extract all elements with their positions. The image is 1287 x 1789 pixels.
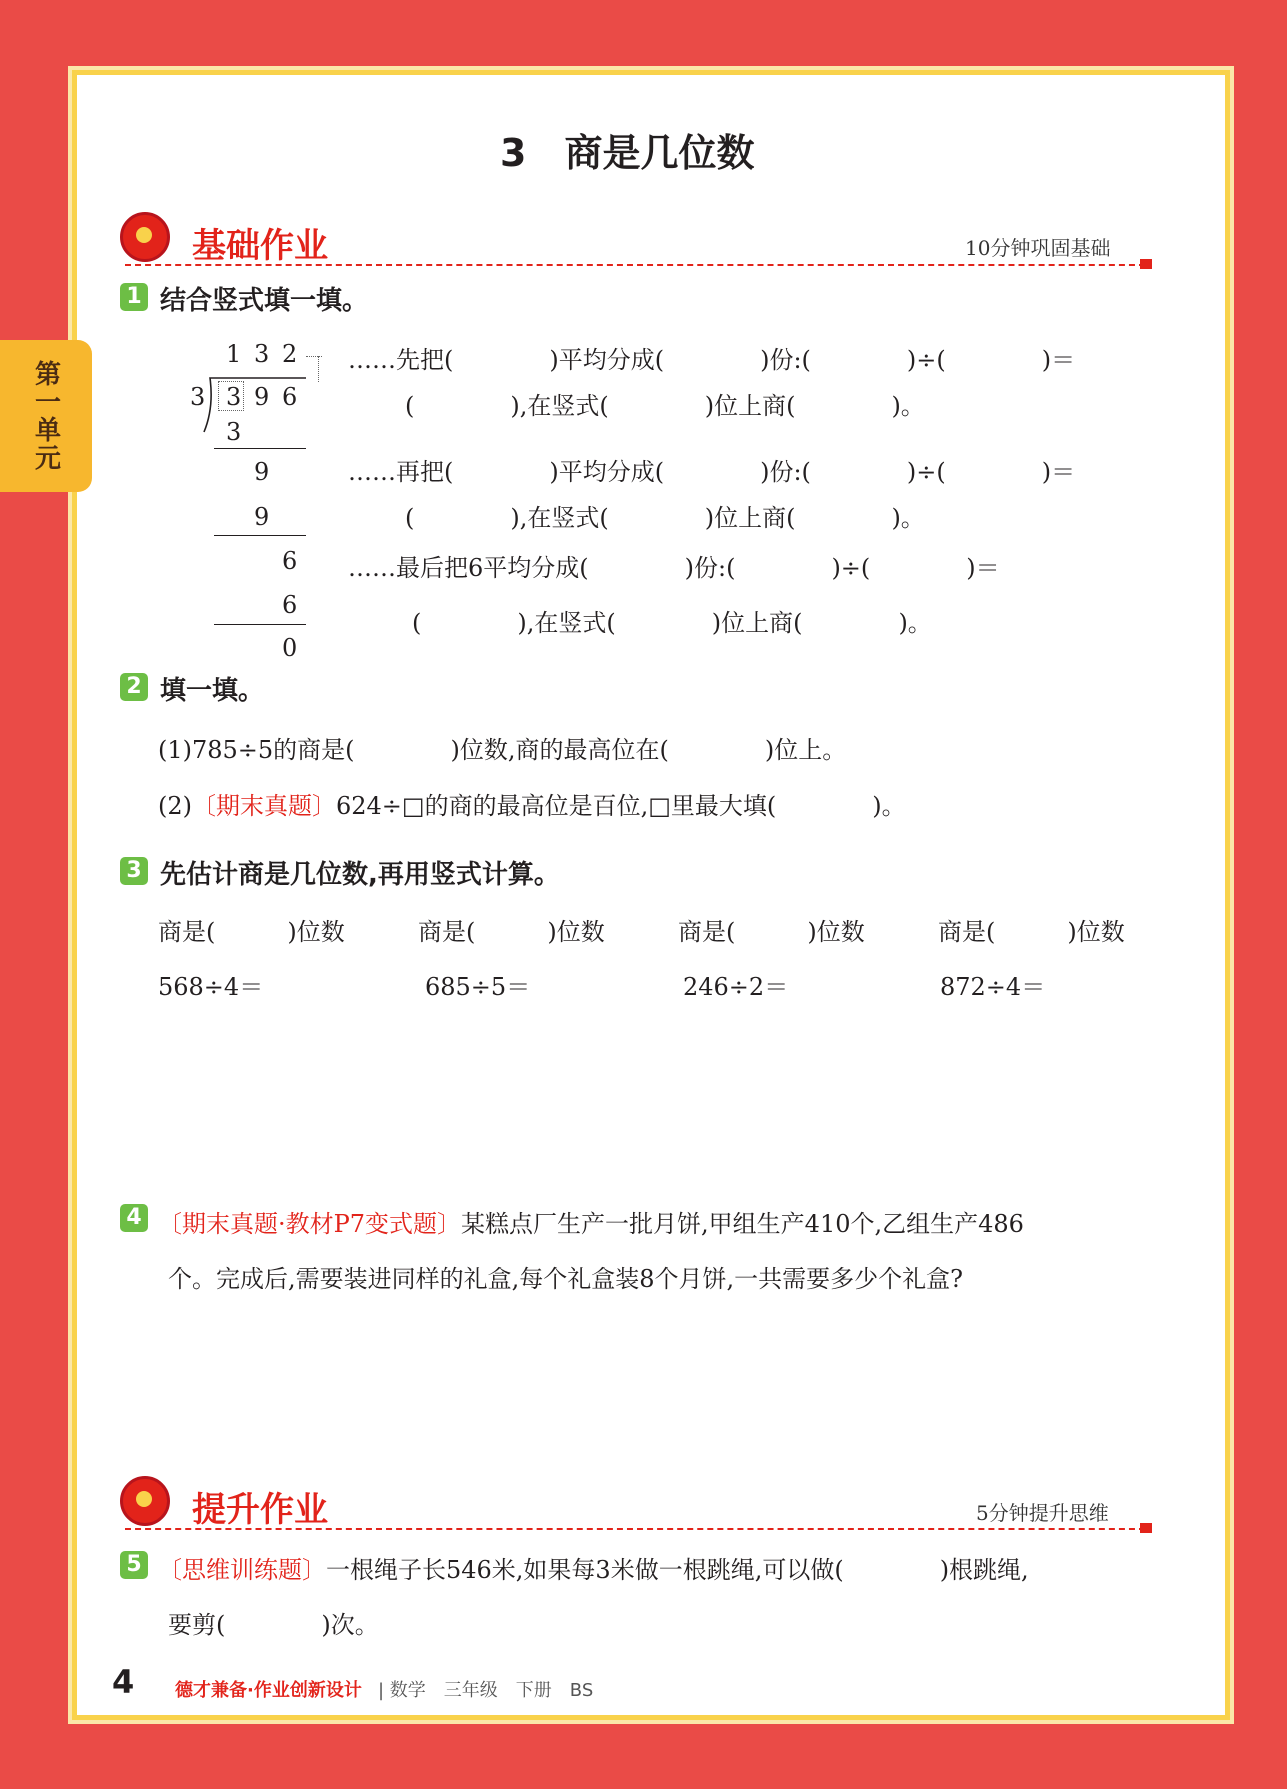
question-4-number: 4 (120, 1204, 148, 1232)
question-2-item-2 (158, 786, 906, 821)
question-5-text: 一根绳子长546米,如果每3米做一根跳绳,可以做( )根跳绳, (326, 1556, 1029, 1584)
question-2-title: 填一填。 (160, 676, 265, 706)
question-2-item-1: (1)785÷5的商是( )位数,商的最高位在( )位上。 (158, 736, 847, 764)
quotient-digit: 1 (226, 340, 242, 368)
question-1-title: 结合竖式填一填。 (160, 286, 369, 316)
section-advanced-divider (125, 1528, 1145, 1530)
dividend-digit: 3 (226, 383, 242, 411)
division-problem: 872÷4＝ (940, 973, 1046, 1001)
item-text: 624÷□的商的最高位是百位,□里最大填( )。 (336, 792, 906, 820)
section-advanced-subtitle: 5分钟提升思维 (976, 1501, 1109, 1525)
bulb-icon (120, 1476, 170, 1526)
question-1-number: 1 (120, 283, 148, 311)
dividend-digit: 6 (282, 383, 298, 411)
estimate-blank: 商是( )位数 (938, 918, 1125, 946)
page-number: 4 (112, 1663, 135, 1701)
step-line (214, 624, 306, 625)
footer-brand: 德才兼备·作业创新设计 (175, 1680, 362, 1701)
question-3-number: 3 (120, 857, 148, 885)
section-basic-title: 基础作业 (192, 226, 328, 266)
bulb-icon (120, 212, 170, 262)
step-value: 0 (282, 634, 298, 662)
question-4-text: 某糕点厂生产一批月饼,甲组生产410个,乙组生产486 (461, 1210, 1024, 1238)
quotient-guide (318, 356, 319, 382)
fill-line: ……先把( )平均分成( )份:( )÷( )＝ (348, 346, 1076, 374)
estimate-blank: 商是( )位数 (158, 918, 345, 946)
question-5-line-2: 要剪( )次。 (168, 1611, 379, 1639)
step-value: 9 (254, 503, 270, 531)
fill-line: ……再把( )平均分成( )份:( )÷( )＝ (348, 458, 1076, 486)
section-basic-subtitle: 10分钟巩固基础 (965, 236, 1111, 260)
exam-tag: 〔思维训练题〕 (158, 1556, 326, 1584)
division-problem: 246÷2＝ (683, 973, 789, 1001)
step-value: 3 (226, 418, 242, 446)
question-5-number: 5 (120, 1551, 148, 1579)
dividend-digit: 9 (254, 383, 270, 411)
step-value: 6 (282, 547, 298, 575)
section-advanced-title: 提升作业 (192, 1490, 328, 1530)
question-3-title: 先估计商是几位数,再用竖式计算。 (160, 860, 560, 890)
question-4-line-2: 个。完成后,需要装进同样的礼盒,每个礼盒装8个月饼,一共需要多少个礼盒? (168, 1265, 964, 1293)
section-basic-divider-end (1140, 259, 1152, 269)
step-value: 6 (282, 591, 298, 619)
question-5-line-1 (158, 1550, 1029, 1585)
quotient-digit: 2 (282, 340, 298, 368)
fill-line: ……最后把6平均分成( )份:( )÷( )＝ (348, 554, 1000, 582)
question-4-line-1 (158, 1204, 1024, 1239)
fill-line: ( ),在竖式( )位上商( )。 (405, 504, 925, 532)
quotient-guide (306, 356, 322, 357)
divisor: 3 (190, 383, 206, 411)
section-advanced-divider-end (1140, 1523, 1152, 1533)
division-problem: 568÷4＝ (158, 973, 264, 1001)
lesson-title: 3 商是几位数 (500, 131, 755, 175)
estimate-blank: 商是( )位数 (678, 918, 865, 946)
item-prefix: (2) (158, 792, 192, 820)
quotient-digit: 3 (254, 340, 270, 368)
worksheet-page (72, 70, 1230, 1720)
question-2-number: 2 (120, 673, 148, 701)
footer-info: | 数学 三年级 下册 BS (378, 1680, 594, 1701)
exam-tag: 〔期末真题〕 (192, 792, 336, 820)
unit-tab: 第一单元 (0, 340, 92, 492)
division-problem: 685÷5＝ (425, 973, 531, 1001)
step-line (214, 448, 306, 449)
step-line (214, 535, 306, 536)
step-value: 9 (254, 458, 270, 486)
exam-tag: 〔期末真题·教材P7变式题〕 (158, 1210, 462, 1238)
estimate-blank: 商是( )位数 (418, 918, 605, 946)
section-basic-divider (125, 264, 1145, 266)
fill-line: ( ),在竖式( )位上商( )。 (405, 392, 925, 420)
fill-line: ( ),在竖式( )位上商( )。 (412, 609, 932, 637)
